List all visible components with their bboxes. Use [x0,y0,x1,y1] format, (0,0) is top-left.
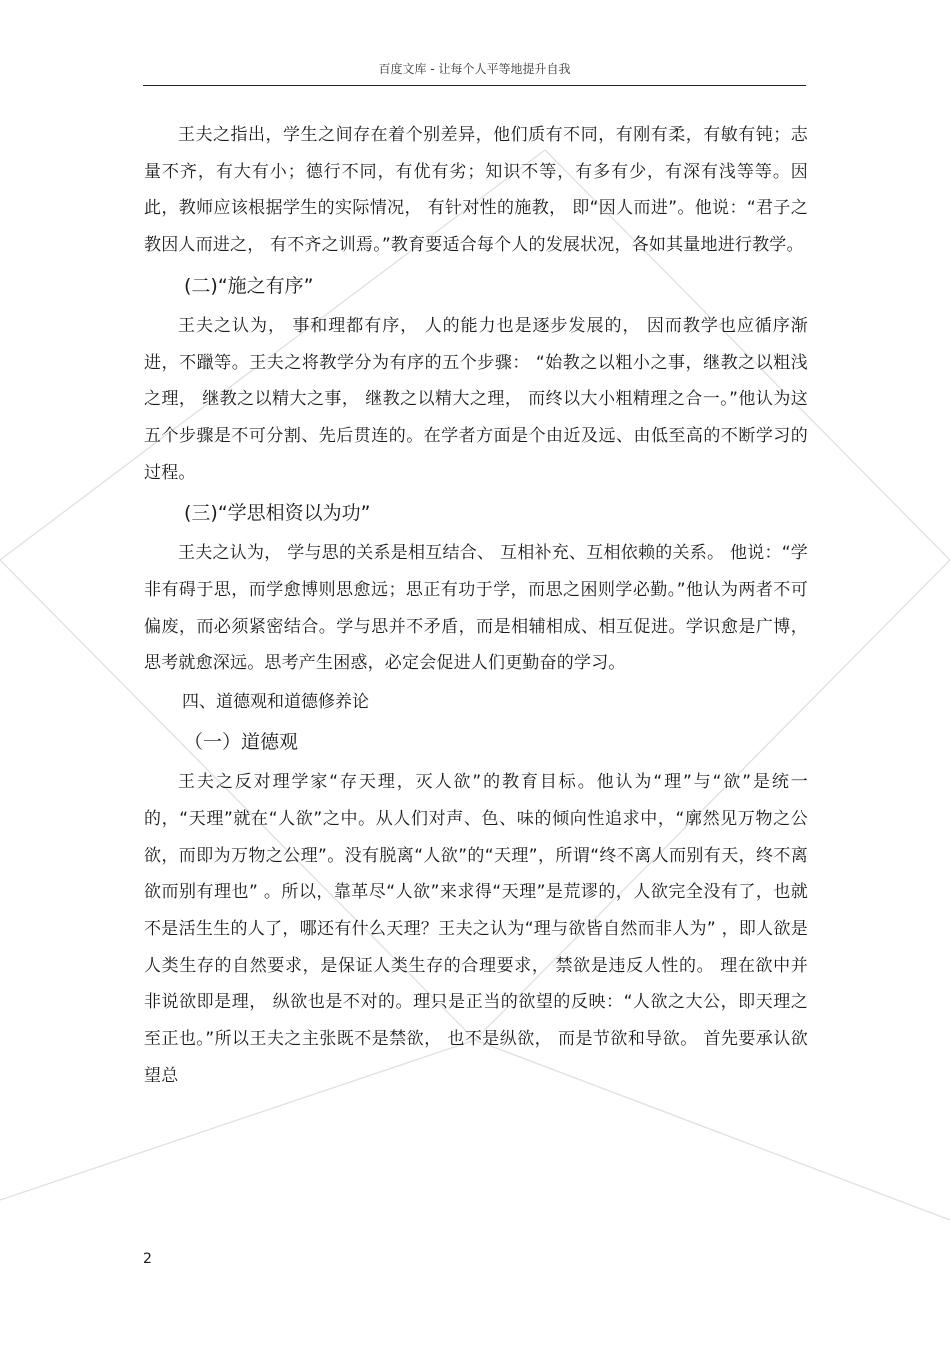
section-heading-3: (三)“学思相资以为功” [184,502,371,525]
paragraph-learning-thinking: 王夫之认为， 学与思的关系是相互结合、 互相补充、互相依赖的关系。 他说：“学非有碍于思，而学愈博则思愈远；思正有功于学，而思之困则学必勤。”他认为两者不可偏废，而必须紧密结合。学与思并不矛盾，而是相辅相成、相互促进。学识愈是广博，思考就愈深远。思考产生困惑，必定会促进人们更勤奋的学习。 [144,543,808,674]
chapter-heading-4: 四、道德观和道德修养论 [182,692,369,713]
page-header: 百度文库 - 让每个人平等地提升自我 [378,62,571,76]
paragraph-morality: 王夫之反对理学家“存天理，灭人欲”的教育目标。他认为“理”与“欲”是统一的，“天理”就在“人欲”之中。从人们对声、色、味的倾向性追求中，“廓然见万物之公欲，而即为万物之公理”。没有脱离“人欲”的“天理”，所谓“终不离人而别有天，终不离欲而别有理也” 。所以，靠革尽“人欲”来求得“天理”是荒谬的，人欲完全没有了，也就不是活生生的人了，哪还有什么天理？王夫之认为“理与欲皆自然而非人为” ，即人欲是人类生存的自然要求，是保证人类生存的合理要求， 禁欲是违反人性的。 理在欲中并非说欲即是理， 纵欲也是不对的。理只是正当的欲望的反映：“人欲之大公，即天理之至正也。”所以王夫之主张既不是禁欲， 也不是纵欲， 而是节欲和导欲。 首先要承认欲望总 [144,772,808,1086]
paragraph-orderly-teaching: 王夫之认为， 事和理都有序， 人的能力也是逐步发展的， 因而教学也应循序渐进，不躐等。王夫之将教学分为有序的五个步骤： “始教之以粗小之事，继教之以粗浅之理， 继教之以精大之事， 继教之以精大之理， 而终以大小粗精理之合一。”他认为这五个步骤是不可分割、先后贯连的。在学者方面是个由近及远、由低至高的不断学习的过程。 [144,315,808,483]
section-heading-4-1: （一）道德观 [184,731,299,754]
page-number: 2 [143,1251,152,1267]
document-body [144,117,808,1094]
header-rule [143,85,806,86]
section-heading-2: (二)“施之有序” [184,274,314,297]
paragraph-individual-differences: 王夫之指出，学生之间存在着个别差异，他们质有不同，有刚有柔，有敏有钝；志量不齐，有大有小；德行不同，有优有劣；知识不等，有多有少，有深有浅等等。因此，教师应该根据学生的实际情况， 有针对性的施教， 即“因人而进”。他说：“君子之教因人而进之， 有不齐之训焉。”教育要适合每个人的发展状况，各如其量地进行教学。 [144,125,808,256]
